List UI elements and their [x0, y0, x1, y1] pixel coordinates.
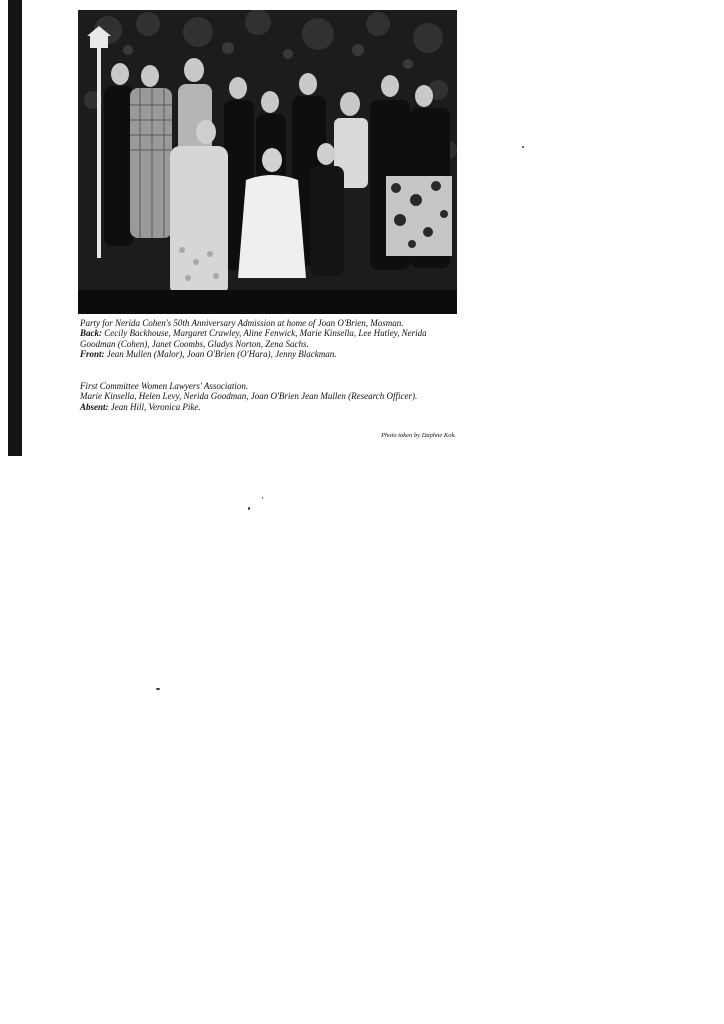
caption-committee-names: Marie Kinsella, Helen Levy, Nerida Goodman, Joan O'Brien Jean Mullen (Research Officer). [80, 391, 418, 402]
scan-edge-bar [8, 0, 22, 456]
photo-credit: Photo taken by Daphne Kok. [381, 432, 456, 439]
caption-front-label: Front: [80, 348, 105, 359]
caption-front-names: Jean Mullen (Malor), Joan O'Brien (O'Hara), Jenny Blackman. [106, 348, 337, 359]
caption-committee-title: First Committee Women Lawyers' Association. [80, 381, 249, 391]
caption-back-label: Back: [80, 328, 102, 339]
caption-absent-label: Absent: [80, 401, 109, 412]
scan-speck [248, 507, 250, 510]
caption-block-party [80, 318, 456, 359]
caption-block-committee [80, 381, 456, 412]
caption-party-line: Party for Nerida Cohen's 50th Anniversary Admission at home of Joan O'Brien, Mosman. [80, 318, 404, 328]
caption-back-names: Cecily Backhouse, Margaret Crawley, Aline Fenwick, Marie Kinsella, Lee Hutley, Nerida Goodman (Cohen), Janet Coombs, Gladys Norton, Zena Sachs. [80, 328, 427, 349]
scan-speck [522, 146, 524, 148]
caption-absent-names: Jean Hill, Veronica Pike. [110, 401, 201, 412]
group-photo [78, 10, 457, 314]
group-photo-image [78, 10, 457, 314]
scan-speck [156, 688, 160, 690]
scan-speck [262, 497, 263, 499]
